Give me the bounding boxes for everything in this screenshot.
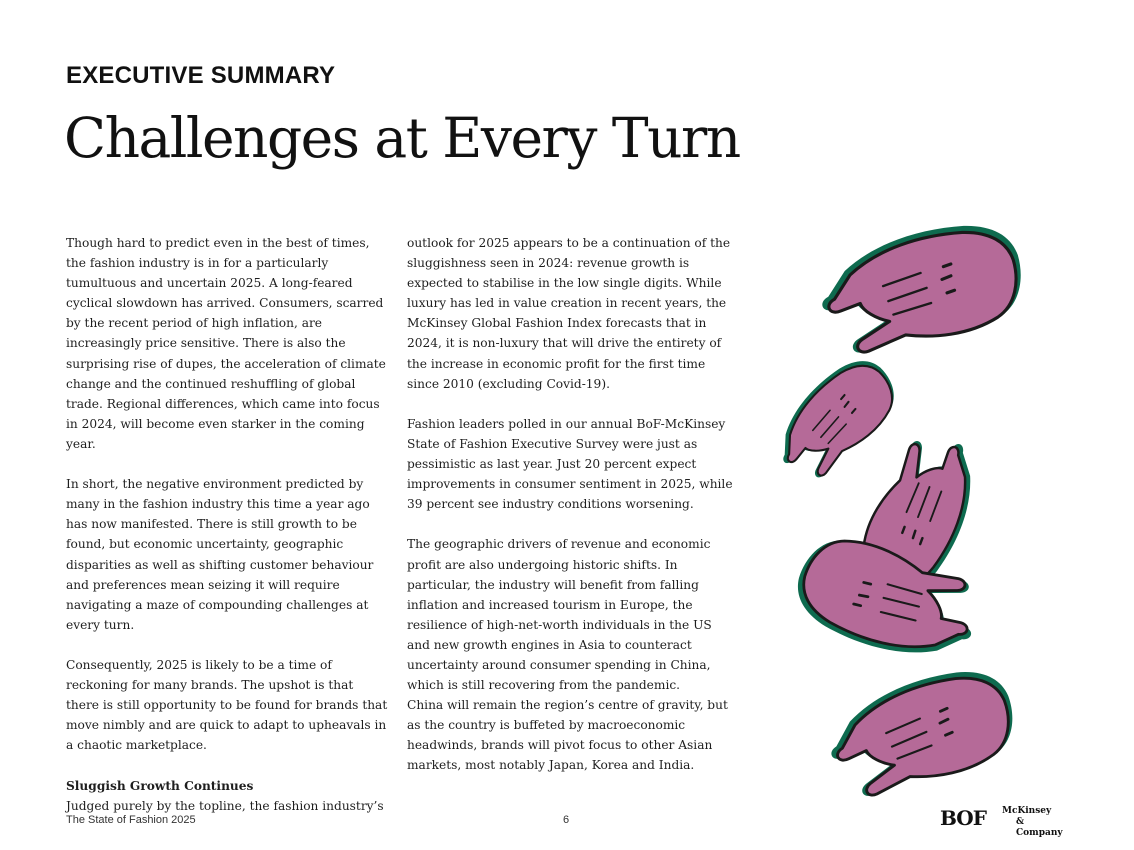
body-paragraph: Fashion leaders polled in our annual BoF-McKinsey State of Fashion Executive Survey were just as pessimistic as last year. Just 20 percent expect improvements in consumer sentiment in 2025, while 39 percent see industry conditions worsening. <box>407 416 733 512</box>
mckinsey-logo-line2: & Company <box>1016 817 1063 838</box>
eyebrow-heading: EXECUTIVE SUMMARY <box>66 62 336 89</box>
body-paragraph: In short, the negative environment predicted by many in the fashion industry this time a year ago has now manifested. There is still growth to be found, but economic uncertainty, geographic disparities as well as shifting customer behaviour and preferences mean seizing it will require navigating a maze of compounding challenges at every turn. <box>66 477 374 632</box>
pointing-hand-5 <box>820 662 1023 800</box>
right-text-column <box>407 233 733 776</box>
mckinsey-logo <box>1002 806 1072 839</box>
pointing-hands-illustration <box>760 215 1030 800</box>
body-paragraph: China will remain the region’s centre of gravity, but as the country is buffeted by macroeconomic headwinds, brands will pivot focus to other Asian markets, most notably Japan, Korea and India. <box>407 698 728 773</box>
bof-logo: BOF <box>940 806 986 830</box>
page-title: Challenges at Every Turn <box>64 106 740 170</box>
mckinsey-logo-line1: McKinsey <box>1002 806 1052 816</box>
pointing-hand-2 <box>760 348 911 489</box>
body-paragraph: Judged purely by the topline, the fashion industry’s <box>66 798 384 813</box>
body-paragraph: The geographic drivers of revenue and economic profit are also undergoing historic shifts. In particular, the industry will benefit from falling inflation and increased tourism in Europe, the resilience of high-net-worth individuals in the US and new growth engines in Asia to counteract uncertainty around consumer spending in China, which is still recovering from the pandemic. <box>407 537 712 693</box>
body-paragraph: Though hard to predict even in the best of times, the fashion industry is in for a particularly tumultuous and uncertain 2025. A long-feared cyclical slowdown has arrived. Consumers, scarred by the recent period of high inflation, are increasingly price sensitive. There is also the surprising rise of dupes, the acceleration of climate change and the continued reshuffling of global trade. Regional differences, which came into focus in 2024, will become even starker in the coming year. <box>66 236 386 451</box>
page-number: 6 <box>563 814 570 826</box>
left-text-column <box>66 233 390 816</box>
body-paragraph: Consequently, 2025 is likely to be a time of reckoning for many brands. The upshot is that there is still opportunity to be found for brands that move nimbly and are quick to adapt to upheavals in a chaotic marketplace. <box>66 657 388 753</box>
body-paragraph: outlook for 2025 appears to be a continuation of the sluggishness seen in 2024: revenue growth is expected to stabilise in the low single digits. While luxury has led in value creation in recent years, the McKinsey Global Fashion Index forecasts that in 2024, it is non-luxury that will drive the entirety of the increase in economic profit for the first time since 2010 (excluding Covid-19). <box>407 236 731 391</box>
pointing-hand-1 <box>814 218 1029 357</box>
publication-footer: The State of Fashion 2025 <box>66 814 196 826</box>
section-subheading: Sluggish Growth Continues <box>66 778 254 793</box>
